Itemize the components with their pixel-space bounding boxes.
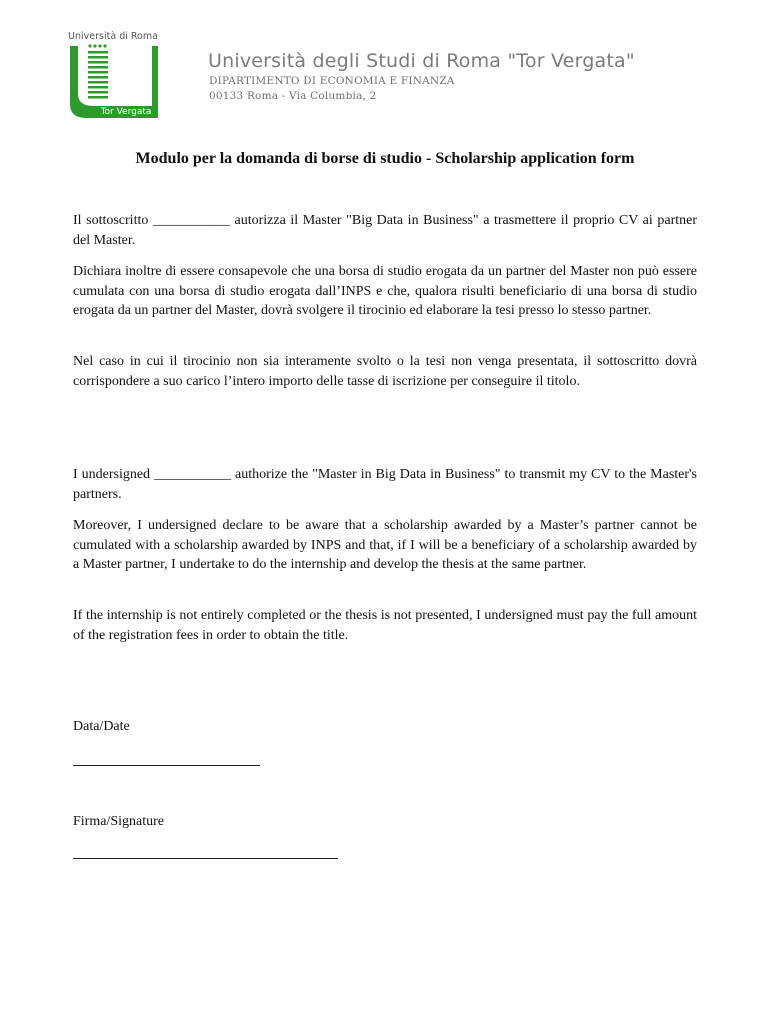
signature-field-line[interactable] [73, 858, 338, 859]
italian-authorization-paragraph: Il sottoscritto ___________ autorizza il Master "Big Data in Business" a trasmettere il proprio CV ai partner del Master. [73, 213, 697, 248]
english-fees-paragraph: If the internship is not entirely completed or the thesis is not presented, I undersigned must pay the full amount of the registration fees in order to obtain the title. [73, 608, 697, 643]
logo-bottom-text: Tor Vergata [100, 107, 152, 117]
university-logo [66, 30, 160, 120]
date-label: Data/Date [73, 719, 130, 734]
signature-label: Firma/Signature [73, 814, 164, 829]
department-name: DIPARTIMENTO DI ECONOMIA E FINANZA [209, 75, 455, 87]
university-name: Università degli Studi di Roma "Tor Vergata" [208, 50, 635, 72]
italian-fees-paragraph: Nel caso in cui il tirocinio non sia interamente svolto o la tesi non venga presentata, il sottoscritto dovrà corrispondere a suo carico l’intero importo delle tasse di iscrizione per conseguire il titolo. [73, 354, 697, 389]
english-declaration-paragraph: Moreover, I undersigned declare to be aware that a scholarship awarded by a Master’s partner cannot be cumulated with a scholarship awarded by INPS and that, if I will be a beneficiary of a scholarship awarded by a Master partner, I undertake to do the internship and develop the thesis at the same partner. [73, 518, 697, 573]
document-title: Modulo per la domanda di borse di studio - Scholarship application form [135, 150, 635, 167]
english-authorization-paragraph: I undersigned ___________ authorize the "Master in Big Data in Business" to transmit my CV to the Master's partners. [73, 467, 697, 502]
department-address: 00133 Roma - Via Columbia, 2 [209, 90, 377, 102]
logo-top-text: Università di Roma [68, 31, 158, 42]
date-field-line[interactable] [73, 765, 260, 766]
italian-declaration-paragraph: Dichiara inoltre di essere consapevole che una borsa di studio erogata da un partner del Master non può essere cumulata con una borsa di studio erogata dall’INPS e che, qualora risulti beneficiario di una borsa di studio erogata da un partner del Master, dovrà svolgere il tirocinio ed elaborare la tesi presso lo stesso partner. [73, 264, 697, 319]
